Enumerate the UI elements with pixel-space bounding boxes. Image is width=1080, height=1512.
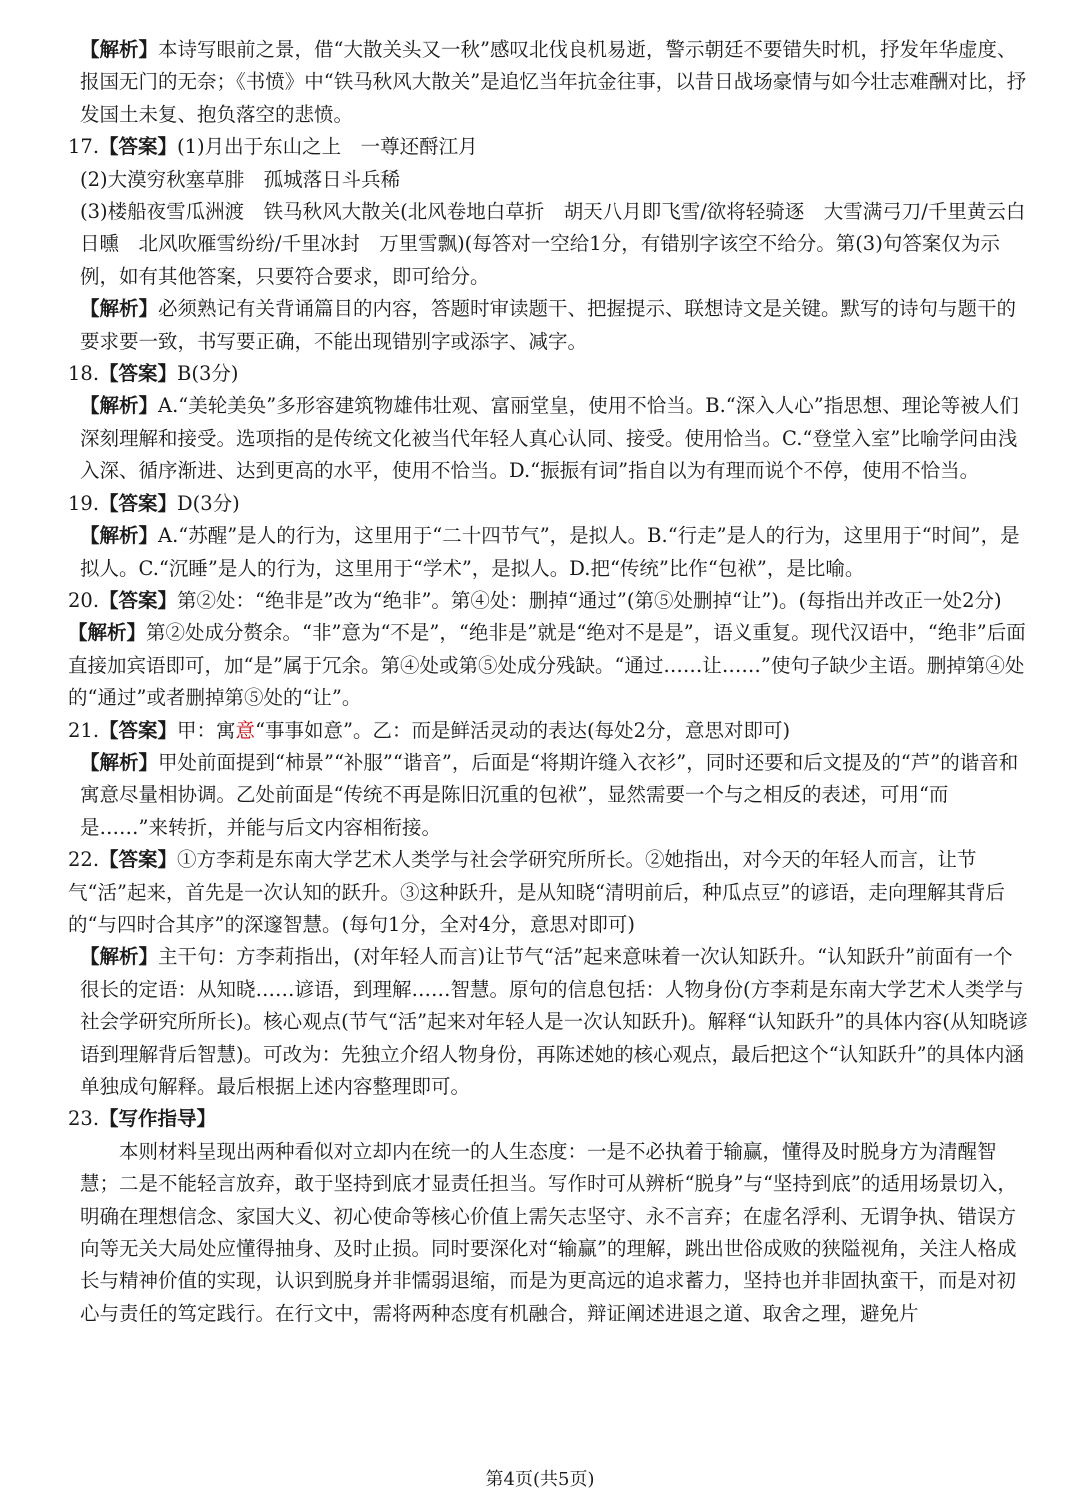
analysis-tag: 【解析】: [80, 524, 159, 548]
answer-text-b: “事事如意”。乙：而是鲜活灵动的表达(每处2分，意思对即可): [255, 718, 791, 742]
answer-text: D(3分): [177, 491, 240, 515]
analysis-text: A.“苏醒”是人的行为，这里用于“二十四节气”，是拟人。B.“行走”是人的行为，这里用于“时间”，是拟人。C.“沉睡”是人的行为，这里用于“学术”，是拟人。D.把“传统”比作“包袱”，是比喻。: [80, 524, 1020, 580]
answer-text: B(3分): [177, 362, 239, 386]
q22-answer: [68, 844, 1030, 941]
analysis-tag: 【解析】: [80, 38, 159, 61]
question-number: 19.: [68, 491, 100, 515]
q17-analysis: [68, 293, 1030, 358]
analysis-text: 甲处前面提到“柿景”“补服”“谐音”，后面是“将期许缝入衣衫”，同时还要和后文提及的“芦”的谐音和寓意尽量相协调。乙处前面是“传统不再是陈旧沉重的包袱”，显然需要一个与之相反的表述，可用“而是……”来转折，并能与后文内容相衔接。: [80, 750, 1019, 839]
answer-tag: 【答案】: [99, 491, 178, 515]
answer-tag: 【答案】: [99, 362, 178, 386]
analysis-text: 必须熟记有关背诵篇目的内容，答题时审读题干、把握提示、联想诗文是关键。默写的诗句与题干的要求要一致，书写要正确，不能出现错别字或添字、减字。: [80, 297, 1017, 353]
answer-tag: 【答案】: [99, 135, 178, 159]
q23-heading: [68, 1103, 1030, 1135]
analysis-tag: 【解析】: [68, 621, 147, 645]
answer-line-1: (1)月出于东山之上 一尊还酹江月: [177, 135, 478, 159]
q16-analysis: [68, 34, 1030, 131]
q17-answer-line-3: (3)楼船夜雪瓜洲渡 铁马秋风大散关(北风卷地白草折 胡天八月即飞雪/欲将轻骑逐 大雪满弓刀/千里黄云白日曛 北风吹雁雪纷纷/千里冰封 万里雪飘)(每答对一空给1分，有错别字该空不给分。第(3)句答案仅为示例，如有其他答案，只要符合要求，即可给分。: [80, 200, 1026, 288]
q18-analysis: [68, 390, 1030, 487]
question-number: 17.: [68, 135, 100, 159]
q21-analysis: [68, 747, 1030, 844]
answer-tag: 【答案】: [99, 718, 178, 742]
question-number: 18.: [68, 362, 100, 386]
answer-tag: 【答案】: [99, 848, 178, 872]
question-number: 20.: [68, 588, 100, 612]
question-number: 23.: [68, 1107, 100, 1131]
answer-red-mark: 意: [235, 718, 256, 742]
q17-answer: [68, 131, 1030, 163]
question-number: 21.: [68, 718, 100, 742]
answer-tag: 【答案】: [99, 588, 178, 612]
writing-guide-tag: 【写作指导】: [99, 1107, 217, 1131]
analysis-text: 主干句：方李莉指出，(对年轻人而言)让节气“活”起来意味着一次认知跃升。“认知跃升”前面有一个很长的定语：从知晓……谚语，到理解……智慧。原句的信息包括：人物身份(方李莉是东南大学艺术人类学与社会学研究所所长)。核心观点(节气“活”起来对年轻人是一次认知跃升)。解释“认知跃升”的具体内容(从知晓谚语到理解背后智慧)。可改为：先独立介绍人物身份，再陈述她的核心观点，最后把这个“认知跃升”的具体内涵单独成句解释。最后根据上述内容整理即可。: [80, 945, 1028, 1098]
q22-analysis: [68, 941, 1030, 1103]
analysis-text: 本诗写眼前之景，借“大散关头又一秋”感叹北伐良机易逝，警示朝廷不要错失时机，抒发年华虚度、报国无门的无奈；《书愤》中“铁马秋风大散关”是追忆当年抗金往事，以昔日战场豪情与如今壮志难酬对比，抒发国土未复、抱负落空的悲愤。: [80, 38, 1027, 126]
q21-answer: [68, 715, 1030, 747]
writing-guide-paragraph: 本则材料呈现出两种看似对立却内在统一的人生态度：一是不必执着于输赢，懂得及时脱身方为清醒智慧；二是不能轻言放弃，敢于坚持到底才显责任担当。写作时可从辨析“脱身”与“坚持到底”的适用场景切入，明确在理想信念、家国大义、初心使命等核心价值上需矢志坚守、永不言弃；在虚名浮利、无谓争执、错误方向等无关大局处应懂得抽身、及时止损。同时要深化对“输赢”的理解，跳出世俗成败的狭隘视角，关注人格成长与精神价值的实现，认识到脱身并非懦弱退缩，而是为更高远的追求蓄力，坚持也并非固执蛮干，而是对初心与责任的笃定践行。在行文中，需将两种态度有机融合，辩证阐述进退之道、取舍之理，避免片: [80, 1139, 1017, 1325]
q17-answer-line-2: (2)大漠穷秋塞草腓 孤城落日斗兵稀: [80, 167, 401, 191]
page-content: [68, 34, 1030, 1330]
question-number: 22.: [68, 848, 100, 872]
analysis-tag: 【解析】: [80, 394, 159, 418]
q20-answer: [68, 585, 1030, 715]
analysis-tag: 【解析】: [80, 945, 159, 969]
answer-text: ①方李莉是东南大学艺术人类学与社会学研究所所长。②她指出，对今天的年轻人而言，让节气“活”起来，首先是一次认知的跃升。③这种跃升，是从知晓“清明前后，种瓜点豆”的谚语，走向理解其背后的“与四时合其序”的深邃智慧。(每句1分，全对4分，意思对即可): [68, 848, 1005, 936]
analysis-text: 第②处成分赘余。“非”意为“不是”，“绝非是”就是“绝对不是是”，语义重复。现代汉语中，“绝非”后面直接加宾语即可，加“是”属于冗余。第④处或第⑤处成分残缺。“通过……让……”使句子缺少主语。删掉第④处的“通过”或者删掉第⑤处的“让”。: [68, 621, 1026, 710]
analysis-tag: 【解析】: [80, 750, 159, 774]
answer-text: 第②处：“绝非是”改为“绝非”。第④处：删掉“通过”(第⑤处删掉“让”)。(每指出并改正一处2分): [177, 588, 1002, 612]
q19-analysis: [68, 520, 1030, 585]
q23-writing-guide: [68, 1136, 1030, 1330]
page-footer: 第4页(共5页): [485, 1469, 595, 1490]
q18-answer: [68, 358, 1030, 390]
analysis-tag: 【解析】: [80, 297, 159, 321]
answer-text-a: 甲：寓: [177, 718, 236, 742]
q19-answer: [68, 488, 1030, 520]
analysis-text: A.“美轮美奂”多形容建筑物雄伟壮观、富丽堂皇，使用不恰当。B.“深入人心”指思想、理论等被人们深刻理解和接受。选项指的是传统文化被当代年轻人真心认同、接受。使用恰当。C.“登堂入室”比喻学问由浅入深、循序渐进、达到更高的水平，使用不恰当。D.“振振有词”指自以为有理而说个不停，使用不恰当。: [80, 394, 1019, 483]
